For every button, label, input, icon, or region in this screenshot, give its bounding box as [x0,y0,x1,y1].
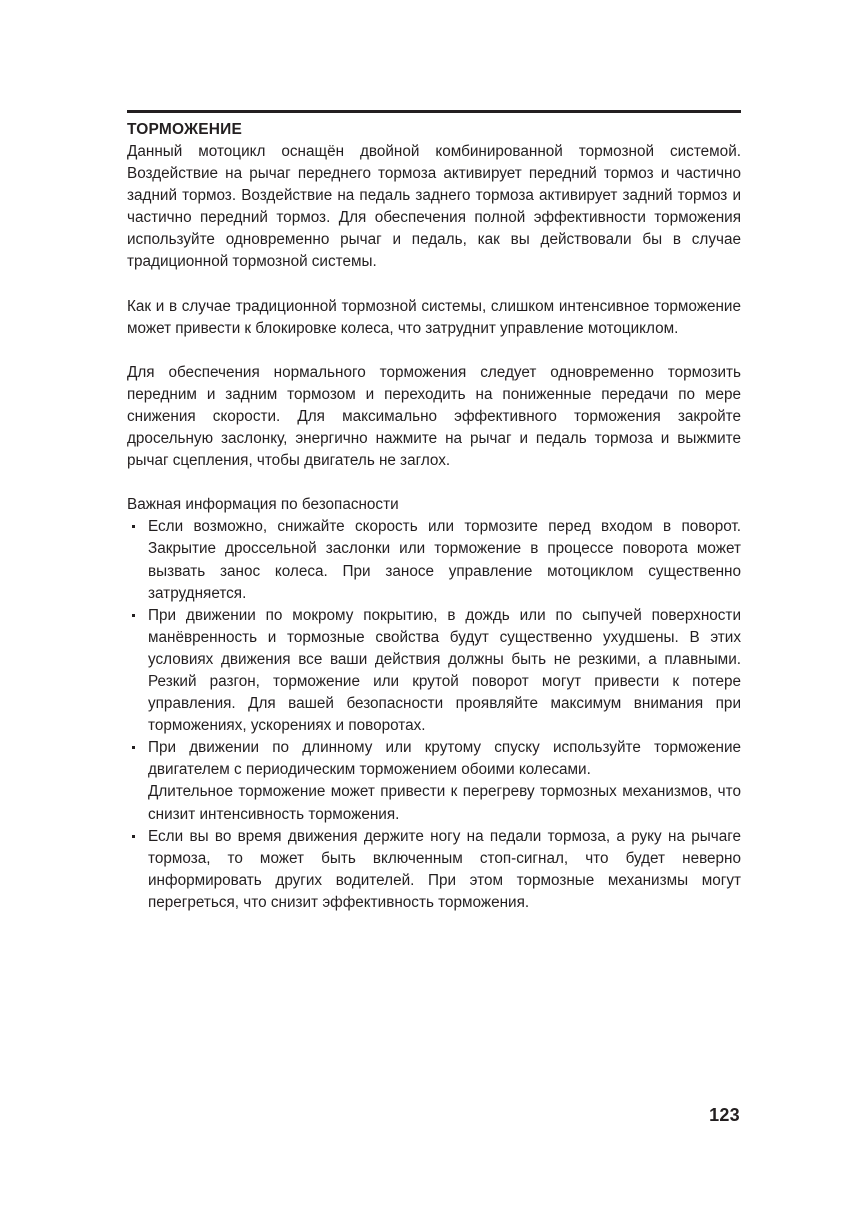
page-number: 123 [709,1105,740,1125]
safety-list [127,516,741,914]
bullet-icon [132,835,135,838]
header-rule [127,110,741,113]
page-content [127,110,741,914]
list-item [127,737,741,825]
list-item-text: При движении по мокрому покрытию, в дождь или по сыпучей поверхности манёвренность и тормозные свойства будут существенно ухудшены. В этих условиях движения все ваши действия должны быть не резкими, а плавными. Резкий разгон, торможение или крутой поворот могут привести к потере управления. Для вашей безопасности проявляйте максимум внимания при торможениях, ускорениях и поворотах. [148,606,741,735]
safety-lead-in: Важная информация по безопасности [127,496,399,514]
list-item-sub-paragraph: Длительное торможение может привести к перегреву тормозных механизмов, что снизит интенсивность торможения. [148,783,741,823]
list-item-text: Если вы во время движения держите ногу на педали тормоза, а руку на рычаге тормоза, то может быть включенным стоп-сигнал, что будет неверно информировать других водителей. При этом тормозные механизмы могут перегреться, что снизит эффективность торможения. [148,827,741,911]
list-item-text: При движении по длинному или крутому спуску используйте торможение двигателем с периодическим торможением обоими колесами. [148,739,741,779]
bullet-icon [132,614,135,617]
bullet-icon [132,525,135,528]
list-item [127,826,741,914]
list-item [127,516,741,604]
list-item-text: Если возможно, снижайте скорость или тормозите перед входом в поворот. Закрытие дроссельной заслонки или торможение в процессе поворота может вызвать занос колеса. При заносе управление мотоциклом существенно затрудняется. [148,518,741,602]
body-paragraph-2: Как и в случае традиционной тормозной системы, слишком интенсивное торможение может привести к блокировке колеса, что затруднит управление мотоциклом. [127,297,741,337]
body-paragraph-3: Для обеспечения нормального торможения следует одновременно тормозить передним и задним тормозом и переходить на пониженные передачи по мере снижения скорости. Для максимально эффективного торможения закройте дросельную заслонку, энергично нажмите на рычаг и педаль тормоза и выжмите рычаг сцепления, чтобы двигатель не заглох. [127,363,741,470]
page-title: ТОРМОЖЕНИЕ [127,121,243,138]
bullet-icon [132,746,135,749]
list-item [127,605,741,738]
body-paragraph-1: Данный мотоцикл оснащён двойной комбинированной тормозной системой. Воздействие на рычаг переднего тормоза активирует передний тормоз и частично задний тормоз. Воздействие на педаль заднего тормоза активирует задний тормоз и частично передний тормоз. Для обеспечения полной эффективности торможения используйте одновременно рычаг и педаль, как вы действовали бы в случае традиционной тормозной системы. [127,143,741,271]
